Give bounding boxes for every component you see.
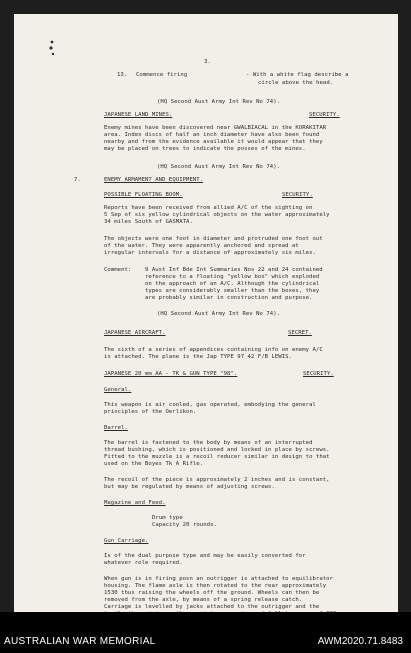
mines-line-1: Enemy mines have been discovered near GWALBIACAL in the KORAKITAR bbox=[104, 125, 327, 131]
gun-heading: JAPANESE 20 mm AA - TK & GUN TYPE "98". bbox=[104, 371, 238, 377]
comment-line-1: 9 Aust Inf Bde Int Summaries Nos 22 and 24 contained bbox=[145, 267, 323, 273]
carriage2-line-2: housing. The flame axle is then rotated to the rear approximately bbox=[104, 583, 327, 589]
reference-2: (HQ Second Aust Army Int Rev No 74). bbox=[157, 164, 281, 170]
barrel-line-2: thread bushing, which is positioned and locked in place by screws. bbox=[104, 447, 330, 453]
carriage-line-2: whatever role required. bbox=[104, 560, 183, 566]
reference-3: (HQ Second Aust Army Int Rev No 74). bbox=[157, 311, 281, 317]
document-page bbox=[14, 14, 398, 612]
general-line-1: This weapon is air cooled, gas operated, embodying the general bbox=[104, 402, 316, 408]
boom-para2-line-3: irregular intervals for a distance of approximately six miles. bbox=[104, 250, 316, 256]
aircraft-line-2: is attached. The plane is the Jap TYPE 97 42 F/B LEWIS. bbox=[104, 354, 292, 360]
item-13-number: 13. bbox=[117, 72, 128, 78]
general-line-2: principles of the Oerlikon. bbox=[104, 409, 197, 415]
barrel2-line-2: but may be regulated by means of adjusting screws. bbox=[104, 484, 275, 490]
magazine-line-1: Drum type bbox=[152, 515, 183, 521]
carriage2-line-1: When gun is in firing posn an outrigger is attached to equilibrator bbox=[104, 576, 333, 582]
carriage2-line-5: Carriage is levelled by jacks attached to the outrigger and the bbox=[104, 604, 320, 610]
comment-line-4: types are considerably smaller than the boxes, they bbox=[145, 288, 320, 294]
carriage2-line-4: removed from the axle, by means of a spring release catch. bbox=[104, 597, 303, 603]
mines-classification: SECURITY. bbox=[309, 112, 340, 118]
page-number: 3. bbox=[204, 59, 211, 65]
barrel-line-1: The barrel is fastened to the body by means of an interrupted bbox=[104, 440, 313, 446]
mines-heading: JAPANESE LAND MINES. bbox=[104, 112, 173, 118]
comment-label: Comment: bbox=[104, 267, 132, 273]
footer-bar bbox=[0, 612, 411, 653]
carriage2-line-3: 1530 thus raising the wheels off the ground. Wheels can then be bbox=[104, 590, 320, 596]
comment-line-2: reference to a floating "yellow box" which exploded bbox=[145, 274, 320, 280]
barrel-line-3: Fitted to the muzzle is a recoil reducer similar in design to that bbox=[104, 454, 330, 460]
item-13-description-2: circle above the head. bbox=[258, 80, 334, 86]
comment-line-5: are probably similar in construction and purpose. bbox=[145, 295, 313, 301]
mines-line-2: area. Index discs of half an inch diameter have also been found bbox=[104, 132, 320, 138]
barrel-heading: Barrel. bbox=[104, 425, 128, 431]
general-heading: General. bbox=[104, 387, 132, 393]
aircraft-classification: SECRET. bbox=[288, 330, 312, 336]
gun-classification: SECURITY. bbox=[303, 371, 334, 377]
item-13-description: - With a white flag describe a bbox=[246, 72, 349, 78]
punch-holes-icon bbox=[45, 39, 59, 59]
boom-para1-line-3: 34 miles South of GASMATA. bbox=[104, 219, 193, 225]
reference-1: (HQ Second Aust Army Int Rev No 74). bbox=[157, 99, 281, 105]
section-7-heading: ENEMY ARMAMENT AND EQUIPMENT. bbox=[104, 177, 204, 183]
mines-line-4: may be placed on trees to indicate the posses of the mines. bbox=[104, 146, 306, 152]
magazine-line-2: Capacity 20 rounds. bbox=[152, 522, 217, 528]
aircraft-heading: JAPANESE AIRCRAFT. bbox=[104, 330, 166, 336]
boom-para1-line-1: Reports have been received from allied A/C of the sighting on bbox=[104, 205, 313, 211]
barrel-line-4: used on the Boyes Tk A Rifle. bbox=[104, 461, 204, 467]
mines-line-3: nearby and from the evidence available it would appear that they bbox=[104, 139, 323, 145]
magazine-heading: Magazine and Feed. bbox=[104, 500, 166, 506]
item-13-text: Commence firing bbox=[136, 72, 188, 78]
boom-para1-line-2: 5 Sep of six yellow cylindrical objects on the water approximately bbox=[104, 212, 330, 218]
boom-para2-line-1: The objects were one foot in diameter and protruded one foot out bbox=[104, 236, 323, 242]
aircraft-line-1: The sixth of a series of appendices containing info on enemy A/C bbox=[104, 347, 323, 353]
footer-institution: AUSTRALIAN WAR MEMORIAL bbox=[4, 636, 156, 647]
boom-heading: POSSIBLE FLOATING BOOM. bbox=[104, 192, 183, 198]
boom-classification: SECURITY. bbox=[282, 192, 313, 198]
boom-para2-line-2: of the water. They were apparently anchored and spread at bbox=[104, 243, 299, 249]
section-7-number: 7. bbox=[74, 177, 81, 183]
footer-accession-number: AWM2020.71.8483 bbox=[317, 636, 403, 647]
carriage-line-1: Is of the dual purpose type and may be easily converted for bbox=[104, 553, 306, 559]
carriage-heading: Gun Carriage. bbox=[104, 538, 149, 544]
barrel2-line-1: The recoil of the piece is approximately 2 inches and is constant, bbox=[104, 477, 330, 483]
comment-line-3: on the approach of an A/C. Although the cylindrical bbox=[145, 281, 320, 287]
